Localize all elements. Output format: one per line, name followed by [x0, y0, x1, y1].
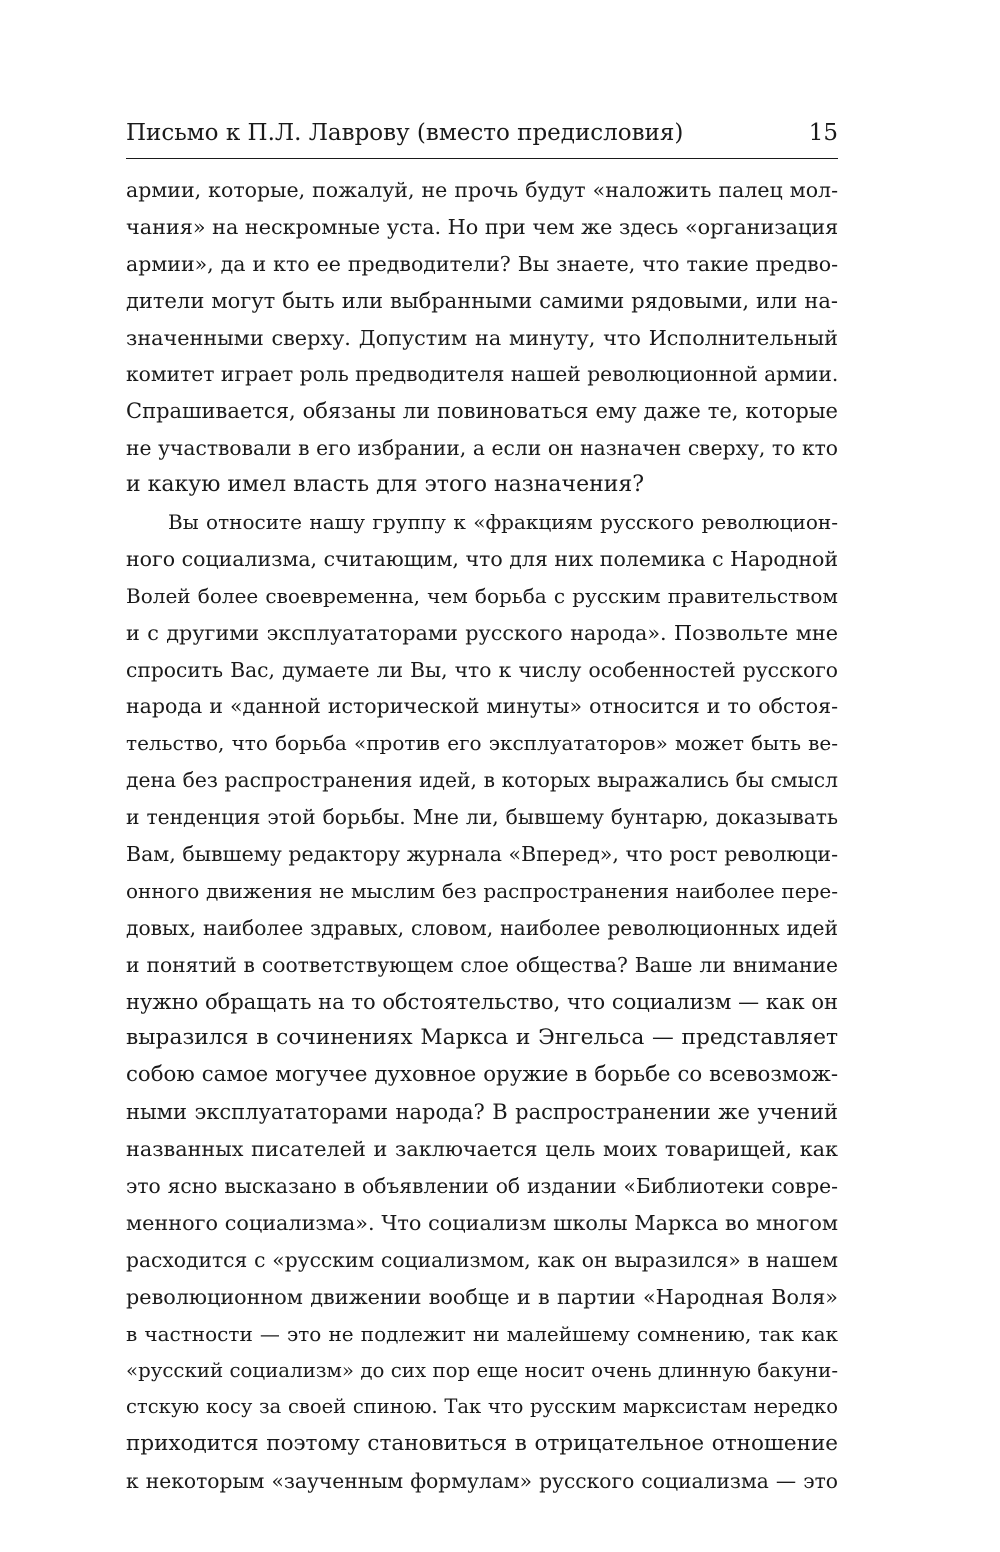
- text-line: и с другими эксплуататорами русского народа». Позвольте мне: [126, 620, 838, 645]
- text-line: дена без распространения идей, в которых выражались бы смысл: [126, 768, 838, 793]
- text-line: армии», да и кто ее предводители? Вы знаете, что такие предво-: [126, 251, 838, 276]
- text-line: собою самое могучее духовное оружие в борьбе со всевозмож-: [126, 1062, 838, 1088]
- text-line: «русский социализм» до сих пор еще носит очень длинную бакуни-: [126, 1358, 838, 1382]
- text-line: народа и «данной исторической минуты» относится и то обстоя-: [126, 694, 838, 719]
- body-text: [126, 172, 838, 1500]
- text-line: это ясно высказано в объявлении об издании «Библиотеки совре-: [126, 1174, 838, 1199]
- header-rule: [126, 158, 838, 159]
- text-line: приходится поэтому становиться в отрицательное отношение: [126, 1431, 838, 1457]
- page-number: 15: [808, 120, 838, 146]
- paragraph: [126, 172, 838, 504]
- text-line: Вы относите нашу группу к «фракциям русского революцион-: [168, 510, 838, 535]
- text-line: выразился в сочинениях Маркса и Энгельса — представляет: [126, 1025, 838, 1051]
- text-line: чания» на нескромные уста. Но при чем же здесь «организация: [126, 214, 838, 239]
- text-line: ного социализма, считающим, что для них полемика с Народной: [126, 546, 838, 571]
- text-line: в частности — это не подлежит ни малейшему сомнению, так как: [126, 1321, 838, 1346]
- text-line: нужно обращать на то обстоятельство, что социализм — как он: [126, 989, 838, 1014]
- text-line: расходится с «русским социализмом, как он выразился» в нашем: [126, 1247, 838, 1272]
- text-line: ными эксплуататорами народа? В распространении же учений: [126, 1100, 838, 1125]
- text-line: не участвовали в его избрании, а если он назначен сверху, то кто: [126, 436, 838, 461]
- text-line: и понятий в соответствующем слое общества? Ваше ли внимание: [126, 952, 838, 977]
- text-line: онного движения не мыслим без распространения наиболее пере-: [126, 878, 838, 903]
- text-line: довых, наиболее здравых, словом, наиболее революционных идей: [126, 915, 838, 940]
- running-title: Письмо к П.Л. Лаврову (вместо предисловия): [126, 120, 684, 146]
- text-line: революционном движении вообще и в партии «Народная Воля»: [126, 1284, 838, 1309]
- text-line: и тенденция этой борьбы. Мне ли, бывшему бунтарю, доказывать: [126, 805, 838, 830]
- text-line: к некоторым «заученным формулам» русского социализма — это: [126, 1469, 838, 1494]
- text-line: армии, которые, пожалуй, не прочь будут «наложить палец мол-: [126, 178, 838, 202]
- text-line: стскую косу за своей спиною. Так что русским марксистам нередко: [126, 1395, 838, 1419]
- text-line: менного социализма». Что социализм школы Маркса во многом: [126, 1210, 838, 1235]
- text-line: Вам, бывшему редактору журнала «Вперед», что рост революци-: [126, 842, 838, 867]
- text-line: и какую имел власть для этого назначения?: [126, 472, 645, 498]
- text-line: Волей более своевременна, чем борьба с русским правительством: [126, 583, 838, 608]
- text-line: дители могут быть или выбранными самими рядовыми, или на-: [126, 288, 838, 313]
- paragraph: [126, 504, 838, 1500]
- text-line: спросить Вас, думаете ли Вы, что к числу особенностей русского: [126, 657, 838, 682]
- text-line: тельство, что борьба «против его эксплуататоров» может быть ве-: [126, 731, 838, 756]
- text-line: значенными сверху. Допустим на минуту, что Исполнительный: [126, 325, 838, 350]
- text-line: комитет играет роль предводителя нашей революционной армии.: [126, 362, 838, 387]
- running-head: [126, 116, 838, 156]
- text-line: Спрашивается, обязаны ли повиноваться ему даже те, которые: [126, 399, 838, 424]
- text-line: названных писателей и заключается цель моих товарищей, как: [126, 1137, 838, 1162]
